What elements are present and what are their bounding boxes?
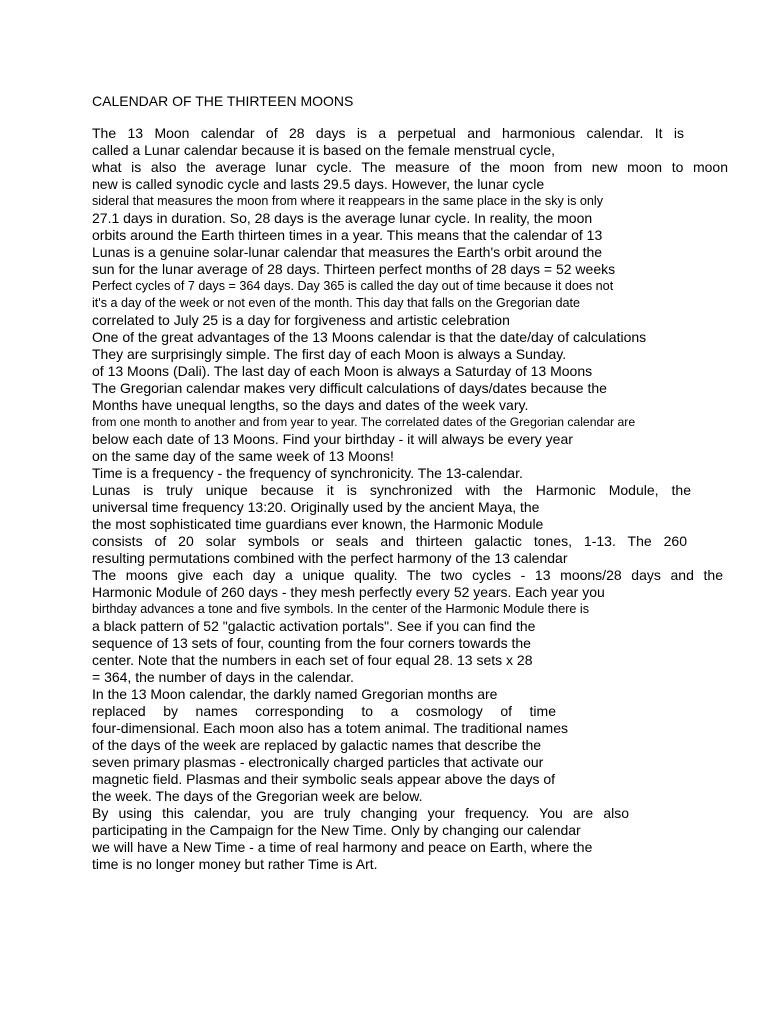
text-line: Lunas is truly unique because it is synchronized with the Harmonic Module, the xyxy=(92,482,691,498)
text-line: on the same day of the same week of 13 Moons! xyxy=(92,448,394,464)
text-line: The 13 Moon calendar of 28 days is a perpetual and harmonious calendar. It is xyxy=(92,125,684,141)
body-text xyxy=(92,125,728,873)
text-line: = 364, the number of days in the calendar. xyxy=(92,669,354,685)
text-line: Months have unequal lengths, so the days and dates of the week vary. xyxy=(92,397,529,413)
text-line: participating in the Campaign for the New Time. Only by changing our calendar xyxy=(92,822,581,838)
text-line: magnetic field. Plasmas and their symbolic seals appear above the days of xyxy=(92,771,556,787)
text-line: birthday advances a tone and five symbols. In the center of the Harmonic Module there is xyxy=(92,602,590,616)
text-line: the most sophisticated time guardians ever known, the Harmonic Module xyxy=(92,516,544,532)
text-line: orbits around the Earth thirteen times in a year. This means that the calendar of 13 xyxy=(92,227,603,243)
text-line: They are surprisingly simple. The first day of each Moon is always a Sunday. xyxy=(92,346,567,362)
text-line: center. Note that the numbers in each set of four equal 28. 13 sets x 28 xyxy=(92,652,533,668)
text-line: Perfect cycles of 7 days = 364 days. Day 365 is called the day out of time because it does not xyxy=(92,279,614,293)
text-line: Time is a frequency - the frequency of synchronicity. The 13-calendar. xyxy=(92,465,523,481)
page-title: CALENDAR OF THE THIRTEEN MOONS xyxy=(92,93,354,109)
text-line: called a Lunar calendar because it is based on the female menstrual cycle, xyxy=(92,142,556,158)
text-line: from one month to another and from year to year. The correlated dates of the Gregorian calendar are xyxy=(92,415,636,429)
text-line: universal time frequency 13:20. Originally used by the ancient Maya, the xyxy=(92,499,540,515)
text-line: new is called synodic cycle and lasts 29.5 days. However, the lunar cycle xyxy=(92,176,545,192)
text-line: the week. The days of the Gregorian week are below. xyxy=(92,788,423,804)
text-line: The Gregorian calendar makes very difficult calculations of days/dates because the xyxy=(92,380,607,396)
text-line: By using this calendar, you are truly changing your frequency. You are also xyxy=(92,805,629,821)
text-line: we will have a New Time - a time of real harmony and peace on Earth, where the xyxy=(92,839,593,855)
text-line: a black pattern of 52 "galactic activation portals". See if you can find the xyxy=(92,618,536,634)
text-line: correlated to July 25 is a day for forgiveness and artistic celebration xyxy=(92,312,510,328)
text-line: seven primary plasmas - electronically charged particles that activate our xyxy=(92,754,544,770)
text-line: sideral that measures the moon from where it reappears in the same place in the sky is only xyxy=(92,194,603,208)
text-line: 27.1 days in duration. So, 28 days is the average lunar cycle. In reality, the moon xyxy=(92,210,593,226)
text-line: In the 13 Moon calendar, the darkly named Gregorian months are xyxy=(92,686,498,702)
text-line: Lunas is a genuine solar-lunar calendar that measures the Earth's orbit around the xyxy=(92,244,603,260)
text-line: of 13 Moons (Dali). The last day of each Moon is always a Saturday of 13 Moons xyxy=(92,363,593,379)
text-line: resulting permutations combined with the perfect harmony of the 13 calendar xyxy=(92,550,568,566)
text-line: sequence of 13 sets of four, counting from the four corners towards the xyxy=(92,635,531,651)
text-line: of the days of the week are replaced by galactic names that describe the xyxy=(92,737,542,753)
text-line: replaced by names corresponding to a cosmology of time xyxy=(92,703,556,719)
text-line: sun for the lunar average of 28 days. Thirteen perfect months of 28 days = 52 weeks xyxy=(92,261,616,277)
text-line: consists of 20 solar symbols or seals and thirteen galactic tones, 1-13. The 260 xyxy=(92,533,687,549)
text-line: what is also the average lunar cycle. The measure of the moon from new moon to moon xyxy=(92,159,728,175)
text-line: The moons give each day a unique quality. The two cycles - 13 moons/28 days and the xyxy=(92,567,723,583)
text-line: below each date of 13 Moons. Find your birthday - it will always be every year xyxy=(92,431,573,447)
text-line: One of the great advantages of the 13 Moons calendar is that the date/day of calculations xyxy=(92,329,647,345)
text-line: time is no longer money but rather Time is Art. xyxy=(92,856,378,872)
text-line: four-dimensional. Each moon also has a totem animal. The traditional names xyxy=(92,720,568,736)
text-line: it's a day of the week or not even of the month. This day that falls on the Gregorian date xyxy=(92,296,581,310)
text-line: Harmonic Module of 260 days - they mesh perfectly every 52 years. Each year you xyxy=(92,584,605,600)
